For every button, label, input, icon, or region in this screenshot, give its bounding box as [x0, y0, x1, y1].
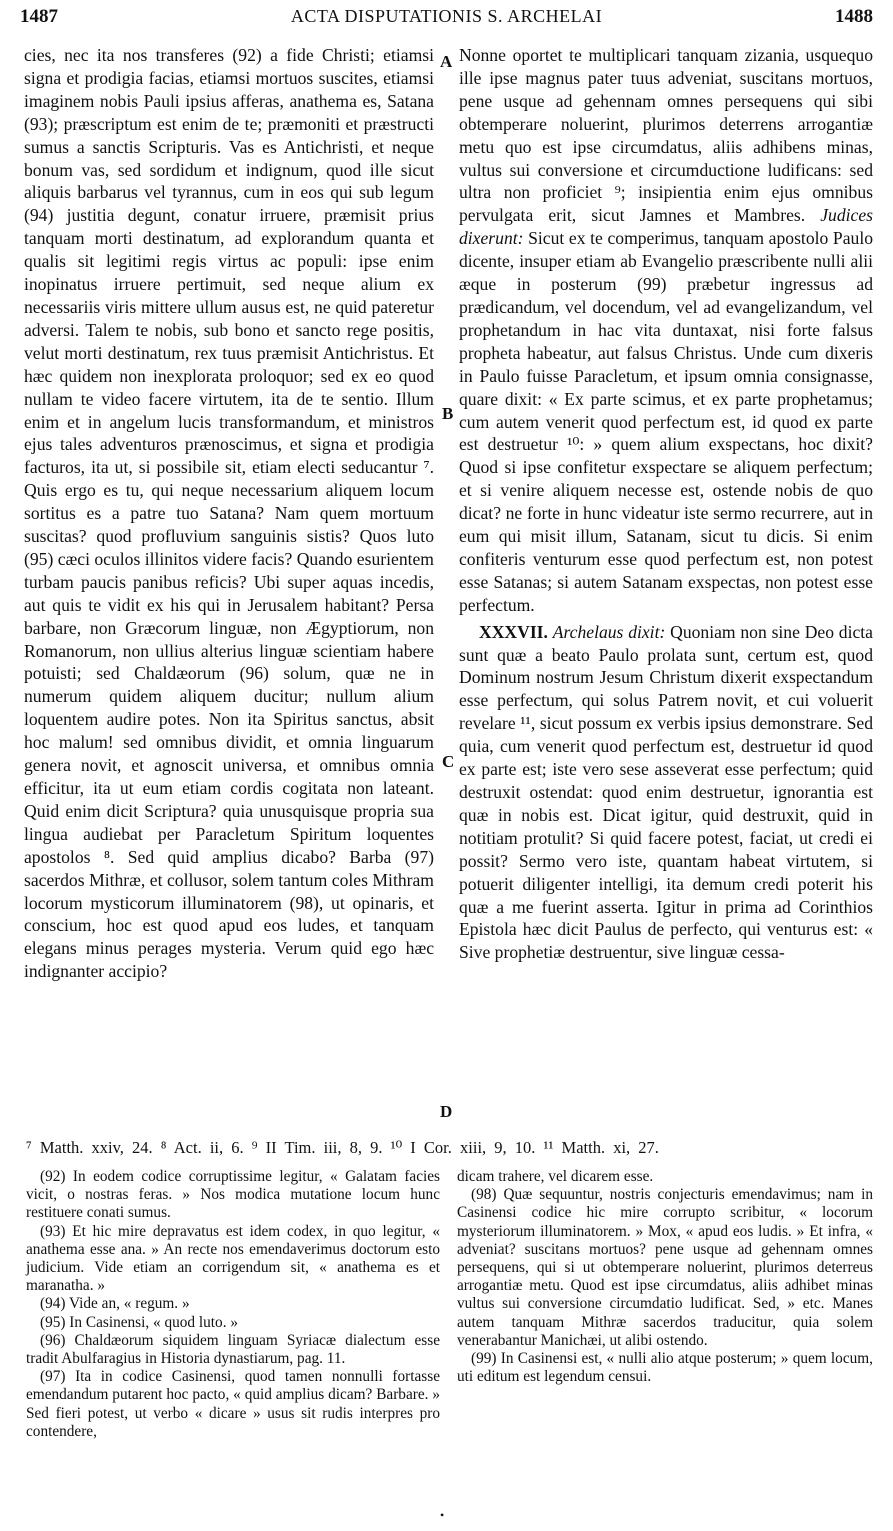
margin-letter-d: D [440, 1102, 453, 1121]
left-column [24, 44, 434, 983]
section-number: XXXVII. [479, 621, 548, 642]
margin-letter-c: C [442, 752, 455, 771]
margin-letter-b: B [442, 404, 454, 423]
footnote: (98) Quæ sequuntur, nostris conjecturis emendavimus; nam in Casinensi codice hic mire corrupto scribitur, « locorum mysteriorum illuminatorem. » Mox, « apud eos ludis. » Et infra, « adveniat? suscitans mortuos? pene usque ad gehennam omnes persequens, qui si ut obtemperare noluerint, plurimos deterreus arrogantiæ metu. Quod est ipse circumdatus, aliis adhibet minas vultus sui conversione circumdatio ludificat. Sed, » etc. Manes autem tanquam Mithræ sacerdos traducitur, quia solem venerabantur Manichæi, ut alibi ostendo. [457, 1186, 873, 1349]
footnote: (94) Vide an, « regum. » [40, 1295, 190, 1313]
right-column-paragraph-1 [459, 44, 873, 617]
footnote: (93) Et hic mire depravatus est idem codex, in quo legitur, « anathema esse ana. » An recte nos emendaverimus doctorum esto judicium. Vide etiam an corrigendum sit, « anathema es et maranatha. » [26, 1222, 440, 1295]
running-header [20, 6, 873, 30]
footnote: (96) Chaldæorum siquidem linguam Syriacæ dialectum esse tradit Abulfaragius in Historia dynastiarum, pag. 11. [26, 1331, 440, 1368]
scripture-references: ⁷ Matth. xxiv, 24. ⁸ Act. ii, 6. ⁹ II Tim. iii, 8, 9. ¹⁰ I Cor. xiii, 9, 10. ¹¹ Matth. xi, 27. [26, 1138, 659, 1157]
archelaus-speaker: Archelaus dixit: [552, 621, 666, 642]
archelaus-speech: Quoniam non sine Deo dicta sunt quæ a beato Paulo prolata sunt, certum est, quod Dominum nostrum Jesum Christum dixerit exspectandum esse perfectum, qui solus Patrem novit, et cui voluerit revelare ¹¹, sicut possum ex verbis ipsius demonstrare. Sed quia, cum venerit quod perfectum est, destruetur id quod ex parte est; iste vero sese asseverat esse perfectum; quid destruxit ostendat: quod enim destruetur, ignorantia est quæ in nobis est. Dicat igitur, quid destruxit, quid in notitiam protulit? Si quid facere potest, faciat, ut credi ei possit? Sermo vero iste, quantam habeat virtutem, si potuerit diligenter intelligi, ita demum credi poterit his quæ a me fuerint asserta. Igitur in prima ad Corinthios Epistola hæc dicit Paulus de perfecto, qui venturus est: « Sive prophetiæ destruentur, sive linguæ cessa- [459, 621, 873, 963]
right-column-paragraph-2 [459, 621, 873, 965]
judges-speech: Sicut ex te comperimus, tanquam apostolo Paulo dicente, insuper etiam ab Evangelio præscribente nulli alii æque in posterum (99) præbetur ingressus ad prædicandum, vel docendum, vel ad evangelizandum, vel prophetandum in hac vita duntaxat, nisi forte falsus propheta habeatur, aut falsus Christus. Unde cum dixeris in Paulo fuisse Paracletum, et ipsum omnia consignasse, quare dixit: « Ex parte scimus, et ex parte prophetamus; cum autem venerit quod perfectum est, id quod ex parte est destruetur ¹⁰: » quem alium exspectans, hoc dixit? Quod si ipse confitetur exspectare se aliquem perfectum; et si venire aliquem necesse est, ostende nobis de quo dicat? ne forte in hunc videatur iste sermo recurrere, aut in eum qui misit illum, Satanam, sicut tu dicis. Si enim confiteris venturum esse quod perfectum est, non potest esse Satanas; si autem Satanam exspectas, non potest esse perfectum. [459, 228, 873, 615]
paragraph-1-text: Nonne oportet te multiplicari tanquam zizania, usquequo ille ipse magnus pater tuus adveniat, suscitans mortuos, pene usque ad gehennam omnes persequens qui sibi obtemperare noluerint, plurimos deterrens arrogantiæ metu quo est ipse circumdatus, aliis adhibens minas, vultus sui conversione et circumductione ludificans: sed ultra non proficiet ⁹; insipientia enim ejus omnibus pervulgata erit, sicut Jamnes et Mambres. [459, 45, 873, 226]
footnote: (99) In Casinensi est, « nulli alio atque posterum; » quem locum, uti editum est legendum censui. [457, 1350, 873, 1386]
footnote: (92) In eodem codice corruptissime legitur, « Galatam facies vicit, o nostras feras. » Nos modica mutatione locum hunc restituere conati sumus. [26, 1168, 440, 1222]
left-column-text: cies, nec ita nos transferes (92) a fide Christi; etiamsi signa et prodigia facias, etiamsi mortuos suscites, etiamsi imaginem nobis Pauli ipsius afferas, anathema es, Satana (93); præscriptum est enim de te; præmoniti et præstructi sumus a sanctis Scripturis. Vas es Antichristi, et neque bonum vas, sed sordidum et indignum, quod ille sicut aliquis barbarus vel tyrannus, cum in eos qui sub legum (94) justitia degunt, conatur irruere, præmisit prius tanquam morti destinatum, ad explorandum quanta et qualis sit legitimi regis virtus ac populi: ipse enim inopinatus irruere pertimuit, sed neque alium ex necessariis viris mittere ullum ausus est, ne quid pateretur adversi. Talem te nobis, sub bono et sancto rege positis, velut morti destinatum, rex tuus præmisit Antichristus. Et hæc quidem non inexplorata proloquor; sed ex eo quod nullam te video facere virtutem, ita de te sentio. Illum enim et in angelum lucis transformandum, et ministros ejus tales adventuros prænoscimus, et signa et prodigia facturos, ita ut, si possibile sit, etiam electi seducantur ⁷. Quis ergo es tu, qui neque necessarium aliquem locum sortitus es a patre tuo Satana? Nam quem mortuum suscitas? quod profluvium sanguinis sistis? Quos luto (95) cæci oculos illinitos videre facis? Quando esurientem turbam paucis panibus reficis? Ubi super aquas incedis, aut quis te vidit ex his qui in Jerusalem habitant? Persa barbare, non Græcorum linguæ, non Ægyptiorum, non Romanorum, non ullius alterius linguæ scientiam habere potuisti; sed Chaldæorum (96) solum, quæ ne in numerum quidem aliquem ducitur; nullum alium loquentem audire potes. Non ita Spiritus sanctus, absit hoc malum! sed omnibus dividit, et omnia linguarum genera novit, et agnoscit universa, et omnibus omnia efficitur, ita ut eum etiam cordis cogitata non lateant. Quid enim dicit Scriptura? quia unusquisque propria sua lingua audiebat per Paracletum Spiritum loquentes apostolos ⁸. Sed quid amplius dicabo? Barba (97) sacerdos Mithræ, et collusor, solem tantum coles Mithram locorum mysticorum illuminatorem (98), ut opinaris, et conscium, hoc est quod apud eos ludes, et tanquam elegans minus perages mysteria. Verum quid ego hæc indignanter accipio? [24, 45, 434, 982]
margin-letter-a: A [440, 52, 453, 71]
footnote: (95) In Casinensi, « quod luto. » [40, 1313, 238, 1331]
footnotes-right [457, 1168, 873, 1386]
right-column [459, 44, 873, 964]
page-number-left: 1487 [20, 6, 58, 27]
footnote-continuation: dicam trahere, vel dicarem esse. [457, 1168, 654, 1185]
footer-bullet: • [440, 1508, 445, 1522]
page-number-right: 1488 [835, 6, 873, 27]
footnotes-left [26, 1168, 440, 1441]
judges-speaker: Judices dixerunt: [459, 205, 873, 249]
footnote: (97) Ita in codice Casinensi, quod tamen nonnulli fortasse emendandum putarent hoc pacto, « quid amplius dicam? Barbare. » Sed fieri potest, ut verbo « dicare » usus sit rudis interpres pro contendere, [26, 1368, 440, 1440]
running-title: ACTA DISPUTATIONIS S. ARCHELAI [290, 6, 603, 26]
